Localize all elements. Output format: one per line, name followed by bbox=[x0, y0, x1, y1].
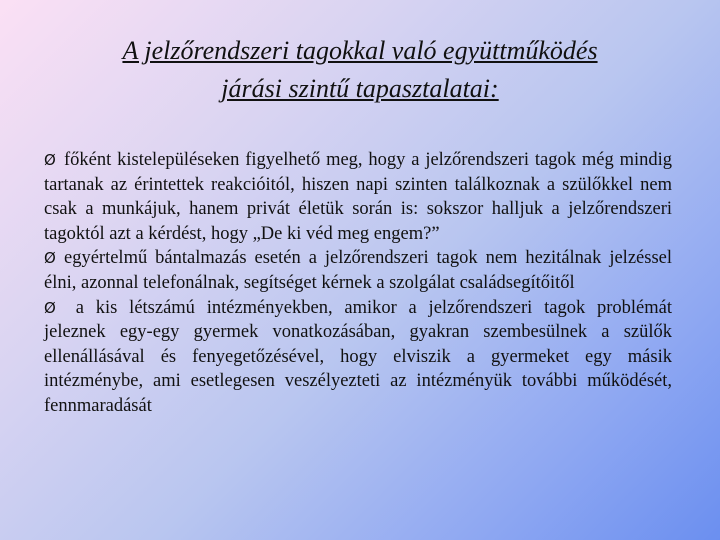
arrow-bullet-icon: Ø bbox=[44, 249, 56, 268]
bullet-text-2: egyértelmű bántalmazás esetén a jelzőrendszeri tagok nem hezitálnak jelzéssel élni, azonnal telefonálnak, segítséget kérnek a szolgálat családsegítőitől bbox=[44, 248, 672, 293]
bullet-text-1: főként kistelepüléseken figyelhető meg, hogy a jelzőrendszeri tagok még mindig tartanak az érintettek reakcióitól, hiszen napi szinten találkoznak a szülőkkel nem csak a munkájuk, hanem privát életük során is: sokszor halljuk a jelzőrendszeri tagoktól azt a kérdést, hogy „De ki véd meg engem?” bbox=[44, 150, 672, 244]
bullet-item-1 bbox=[44, 148, 672, 246]
bullet-list bbox=[44, 148, 672, 419]
slide-title bbox=[40, 32, 680, 108]
arrow-bullet-icon: Ø bbox=[44, 151, 56, 169]
title-line-1: A jelzőrendszeri tagokkal való együttműködés bbox=[122, 36, 598, 65]
bullet-item-3 bbox=[44, 296, 672, 419]
arrow-bullet-icon: Ø bbox=[44, 298, 56, 317]
bullet-text-3: a kis létszámú intézményekben, amikor a jelzőrendszeri tagok problémát jeleznek egy-egy gyermek vonatkozásában, gyakran szembesülnek a szülők ellenállásával és fenyegetőzésével, hogy elviszik a gyermeket egy másik intézménybe, ami esetlegesen veszélyezteti az intézményük további működését, fennmaradását bbox=[44, 297, 672, 416]
bullet-item-2 bbox=[44, 246, 672, 295]
title-line-2: járási szintű tapasztalatai: bbox=[221, 74, 499, 103]
